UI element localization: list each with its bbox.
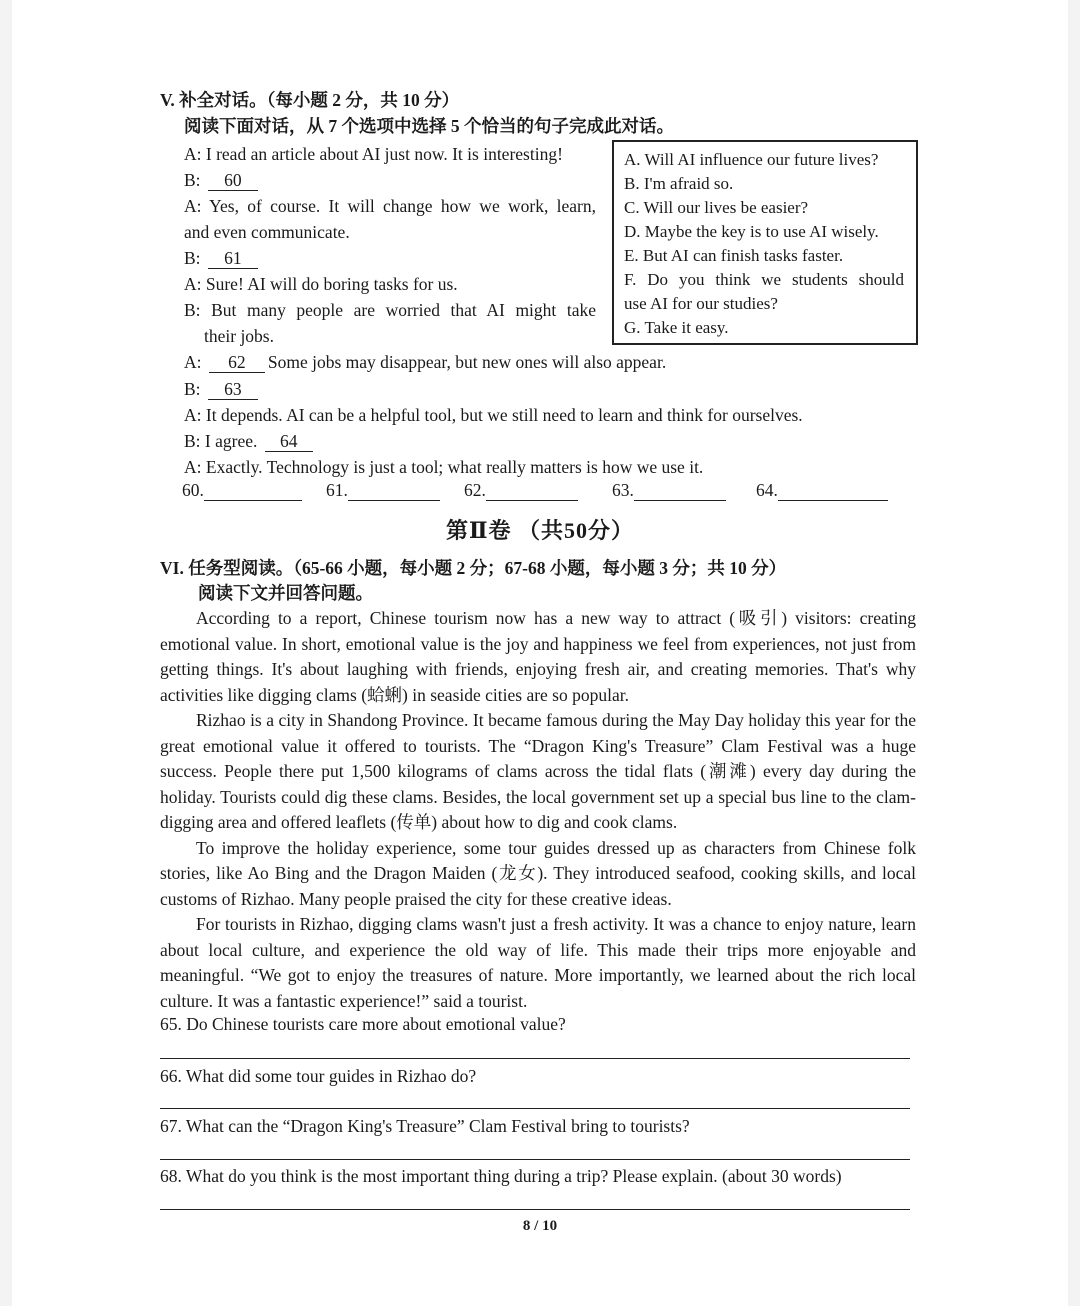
dialogue-line-4: and even communicate. [184, 222, 350, 242]
answer-62[interactable]: 62. [464, 480, 578, 501]
section5-instruction: 阅读下面对话，从 7 个选项中选择 5 个恰当的句子完成此对话。 [184, 116, 674, 136]
passage-paragraph-1: According to a report, Chinese tourism now has a new way to attract (吸引) visitors: creating emotional value. In short, emotional value is the joy and happiness we feel from experiences, not just from getting things. It's about laughing with friends, enjoying fresh air, and creating memories. That's why activities like digging clams (蛤蜊) in seaside cities are so popular. [160, 608, 916, 705]
option-c: C. Will our lives be easier? [624, 198, 809, 217]
blank-62: 62 [209, 352, 265, 373]
dialogue-line-3: A: Yes, of course. It will change how we work, learn, [184, 196, 596, 216]
question-65: 65. Do Chinese tourists care more about emotional value? [160, 1014, 566, 1034]
dialogue-line-6: A: Sure! AI will do boring tasks for us. [184, 274, 458, 294]
reading-passage [160, 606, 916, 1014]
blank-63: 63 [208, 379, 258, 400]
page-number: 8 / 10 [522, 1218, 558, 1234]
part2-title: 第Ⅱ卷 （共50分） [445, 518, 635, 543]
options-box [612, 140, 918, 345]
option-e: E. But AI can finish tasks faster. [624, 246, 844, 265]
dialogue-line-12: B: I agree. 64 [184, 429, 316, 453]
section6-instruction: 阅读下文并回答问题。 [198, 583, 373, 603]
answer-line-65[interactable] [160, 1058, 910, 1059]
section6-heading: VI. 任务型阅读。（65-66 小题，每小题 2 分；67-68 小题，每小题 3 分；共 10 分） [160, 558, 787, 578]
dialogue-line-13: A: Exactly. Technology is just a tool; what really matters is how we use it. [184, 457, 704, 477]
option-g: G. Take it easy. [624, 318, 729, 337]
blank-60: 60 [208, 170, 258, 191]
passage-paragraph-4: For tourists in Rizhao, digging clams wasn't just a fresh activity. It was a chance to enjoy nature, learn about local culture, and experience the old way of life. This made their trips more enjoyable and meaningful. “We got to enjoy the treasures of nature. More importantly, we learned about the rich local culture. It was a fantastic experience!” said a tourist. [160, 914, 916, 1011]
option-f: F. Do you think we students should [624, 270, 904, 289]
dialogue-line-2: B: 60 [184, 168, 261, 192]
answer-line-67[interactable] [160, 1159, 910, 1160]
blank-61: 61 [208, 248, 258, 269]
dialogue-line-1: A: I read an article about AI just now. It is interesting! [184, 144, 563, 164]
dialogue-line-7: B: But many people are worried that AI might take [184, 300, 596, 320]
dialogue-line-9: A: 62 Some jobs may disappear, but new ones will also appear. [184, 352, 667, 372]
answer-61[interactable]: 61. [326, 480, 440, 501]
question-68: 68. What do you think is the most important thing during a trip? Please explain. (about 30 words) [160, 1166, 842, 1186]
question-66: 66. What did some tour guides in Rizhao do? [160, 1066, 477, 1086]
answer-60[interactable]: 60. [182, 480, 302, 501]
dialogue-line-5: B: 61 [184, 246, 261, 270]
dialogue-line-8: their jobs. [204, 326, 274, 346]
answer-line-68[interactable] [160, 1209, 910, 1210]
dialogue-line-10: B: 63 [184, 377, 261, 401]
passage-paragraph-2: Rizhao is a city in Shandong Province. It became famous during the May Day holiday this year for the great emotional value it offered to tourists. The “Dragon King's Treasure” Clam Festival was a huge success. People there put 1,500 kilograms of clams across the tidal flats (潮滩) every day during the holiday. Tourists could dig these clams. Besides, the local government set up a special bus line to the clam-digging area and offered leaflets (传单) about how to dig and cook clams. [160, 710, 916, 832]
answer-64[interactable]: 64. [756, 480, 888, 501]
passage-paragraph-3: To improve the holiday experience, some tour guides dressed up as characters from Chinese folk stories, like Ao Bing and the Dragon Maiden (龙女). They introduced seafood, cooking skills, and local customs of Rizhao. Many people praised the city for these creative ideas. [160, 837, 916, 909]
option-a: A. Will AI influence our future lives? [624, 150, 879, 169]
option-d: D. Maybe the key is to use AI wisely. [624, 222, 879, 241]
exam-page [12, 0, 1068, 1306]
dialogue-line-11: A: It depends. AI can be a helpful tool, but we still need to learn and think for ourselves. [184, 405, 803, 425]
answer-line-66[interactable] [160, 1108, 910, 1109]
option-b: B. I'm afraid so. [624, 174, 734, 193]
option-f-cont: use AI for our studies? [624, 294, 778, 313]
section5-heading: V. 补全对话。（每小题 2 分，共 10 分） [160, 90, 460, 110]
answer-63[interactable]: 63. [612, 480, 726, 501]
question-67: 67. What can the “Dragon King's Treasure” Clam Festival bring to tourists? [160, 1116, 690, 1136]
blank-64: 64 [265, 431, 313, 452]
